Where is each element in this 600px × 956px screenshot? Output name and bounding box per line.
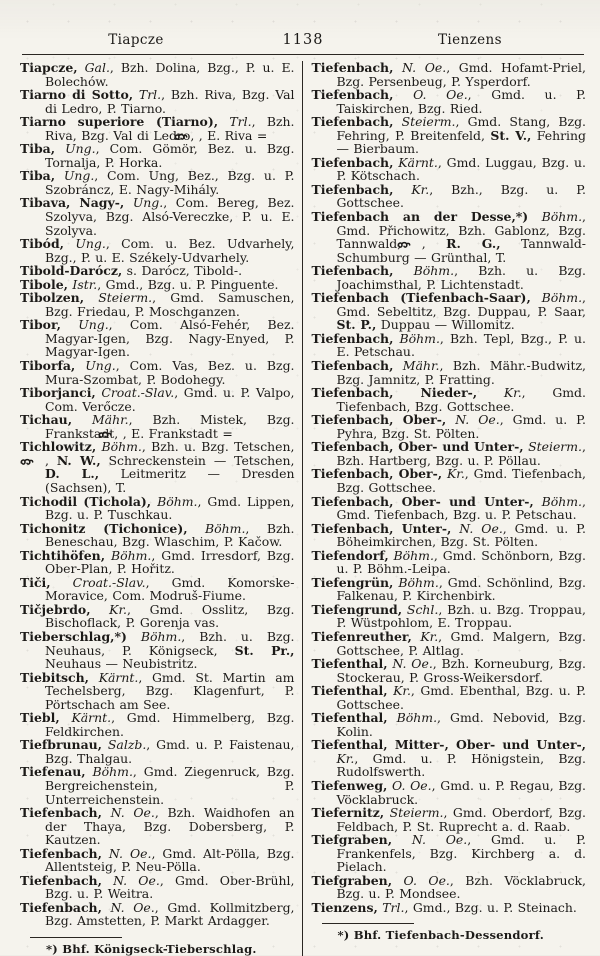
entry-text-segment: Böhm. [399,330,440,346]
entry-text-segment: , Gmd. Alt-Pölla, Bzg. Allentsteig, P. Neu-Pölla. [45,845,295,875]
entry-text-segment: Mähr. [91,412,129,428]
entry-text-segment: , Gmd. u. P. Regau, Bzg. Vöcklabruck. [336,777,586,807]
entry-text-segment: Tiefgraben, [311,832,393,848]
gazetteer-entry [20,874,295,901]
entry-text-segment: Tiefenbach, [20,805,102,821]
gazetteer-entry [20,359,295,386]
gazetteer-entry [20,318,295,359]
entry-text-segment: , Gmd. Malgern, Bzg. Gottschee, P. Altlag. [336,628,586,658]
entry-text-segment: Böhm. [398,574,439,590]
gazetteer-entry [312,576,587,603]
entry-text-segment: Tiefenbach, [20,872,102,888]
entry-text-segment: Kr. [503,385,522,401]
entry-text-segment: Tiefenthal, [311,656,388,672]
entry-text-segment: Tieberschlag,*) [20,628,127,644]
right-column [303,61,587,956]
entry-text-segment: , Bzh. Beneschau, Bzg. Wlaschim, P. Kačow. [45,520,295,550]
entry-text-segment: Tiebl, [20,710,60,726]
entry-text-segment: Tiefenbach, [311,114,394,130]
entry-text-segment: Tiefenbach, [311,60,394,75]
entry-text-segment: Tibold-Darócz, [20,263,123,279]
entry-text-segment: Tiefenbach, Unter-, [311,520,452,536]
entry-text-segment: O. Oe. [413,87,468,103]
footnote-marker: *) [46,942,58,956]
entry-text-segment: Kr. [109,601,127,617]
entry-text-segment: Tiefbrunau, [20,737,103,753]
entry-text-segment: St. P., [336,317,377,333]
entry-text-segment: Tibód, [20,236,64,252]
entry-text-segment: , Gmd., Bzg. u. P. Pinguente. [97,276,279,292]
gazetteer-entry [312,901,587,915]
entry-text-segment: , Com. Vas, Bez. u. Bzg. Mura-Szombat, P. Bodohegy. [45,358,295,387]
entry-text-segment: Ung. [65,141,96,157]
left-footnote [46,943,295,956]
gazetteer-entry [20,196,295,237]
entry-text-segment: Tiba, [20,141,56,157]
gazetteer-entry [312,522,587,549]
entry-text-segment: R. G., [446,236,501,252]
left-footnote-rule [30,937,122,938]
entry-text-segment: O. Oe. [392,777,432,793]
entry-text-segment: , Gmd. u. P. Valpo, Com. Verőcze. [45,385,295,414]
entry-text-segment: Böhm. [541,209,583,225]
entry-text-segment: Tiefenthal, Mitter-, Ober- und Unter-, [311,737,586,753]
entry-text-segment: Tiefengrund, [311,601,403,617]
entry-text-segment: N. Oe. [455,412,500,428]
entry-text-segment: , Gmd. u. P. Pyhra, Bzg. St. Pölten. [336,412,586,441]
right-footnote-rule [322,923,414,924]
gazetteer-entry [312,630,587,657]
gazetteer-entry [20,671,295,712]
gazetteer-entry [312,603,587,630]
entry-text-segment: Salzb. [107,737,147,753]
entry-text-segment: Böhm. [140,628,182,644]
entry-text-segment: , Com. Alsó-Fehér, Bez. Magyar-Igen, Bzg. Nagy-Enyed, P. Magyar-Igen. [45,317,295,360]
gazetteer-entry [312,440,587,467]
entry-text-segment: Tiefengrün, [311,574,394,590]
entry-text-segment: , Bzh. Mähr.-Budwitz, Bzg. Jamnitz, P. Fratting. [336,358,586,387]
entry-text-segment: Ung. [75,236,106,252]
entry-text-segment: Fehring — Bierbaum. [336,127,586,157]
entry-text-segment: Tiefenbach, Nieder-, [311,385,478,401]
gazetteer-entry [312,210,587,264]
page-number: 1138 [282,32,324,48]
gazetteer-entry [20,630,295,671]
entry-text-segment: , Gmd. Kollmitzberg, Bzg. Amstetten, P. Markt Ardagger. [45,899,295,929]
footnote-text: Bhf. Tiefenbach-Dessendorf. [349,928,544,943]
entry-text-segment: Böhm. [413,263,455,279]
entry-text-segment: Ung. [132,195,164,211]
entry-text-segment: Mähr. [402,358,440,374]
entry-text-segment: Tiči, [20,574,51,590]
entry-text-segment: Kärnt. [398,154,438,170]
entry-text-segment: Kr. [446,466,465,482]
entry-text-segment: Leitmeritz — Dresden (Sachsen), T. [45,466,295,495]
entry-text-segment: O. Oe. [403,872,450,888]
page-header [20,10,586,52]
gazetteer-entry [20,806,295,847]
entry-text-segment: , Gmd. Himmelberg, Bzg. Feldkirchen. [45,710,295,739]
entry-text-segment: , [421,236,447,252]
gazetteer-entry [312,386,587,413]
entry-text-segment: Tienzens, [311,899,378,915]
entry-text-segment: N. Oe. [459,520,503,536]
entry-text-segment: , Com. Ung, Bez., Bzg. u. P. Szobráncz, E. Nagy-Mihály. [45,168,295,197]
entry-text-segment: , Bzh. Riva, Bzg. Val di Ledro, [45,114,295,143]
entry-text-segment: , [45,452,57,468]
entry-text-segment: Böhm. [101,439,142,455]
gazetteer-entry [20,576,295,603]
header-right-keyword: Tienzens [437,32,502,48]
entry-text-segment: Tiefenbach, Ober- und Unter-, [311,493,534,509]
header-left-keyword: Tiapcze [108,32,164,48]
gazetteer-entry [20,495,295,522]
entry-text-segment: , Gmd. Hofamt-Priel, Bzg. Persenbeug, P. Ysperdorf. [336,60,586,89]
entry-text-segment: Tiefenbach, [311,263,394,279]
entry-text-segment: N. Oe. [113,872,160,888]
entry-text-segment: , Gmd. Schönborn, Bzg. u. P. Böhm.-Leipa. [336,547,586,577]
gazetteer-entry [20,169,295,196]
entry-text-segment: D. L., [45,466,100,482]
entry-text-segment: , Gmd. u. P. Faistenau, Bzg. Thalgau. [45,737,295,766]
header-rule [22,54,584,55]
entry-text-segment: Tičjebrdo, [20,601,91,617]
entry-text-segment: Trl. [229,114,252,130]
gazetteer-entry [20,711,295,738]
gazetteer-entry [20,603,295,630]
gazetteer-entry [20,738,295,765]
entry-text-segment: Tiefenthal, [311,683,388,699]
gazetteer-entry [312,413,587,440]
entry-text-segment: , Gmd. Osslitz, Bzg. Bischoflack, P. Gorenja vas. [45,601,295,631]
entry-text-segment: Kärnt. [71,710,112,726]
gazetteer-entry [312,359,587,386]
entry-text-segment: N. Oe. [392,656,433,672]
gazetteer-entry [20,765,295,806]
entry-text-segment: Tichonitz (Tichonice), [20,520,188,536]
entry-text-segment: Tiefenbach, Ober-, [311,412,447,428]
entry-text-segment: , Bzh. Riva, Bzg. Val di Ledro, P. Tiarno. [45,87,295,116]
gazetteer-entry [312,291,587,332]
footnote-marker: *) [337,928,350,943]
entry-text-segment: , E. Riva = [198,127,268,143]
entry-text-segment: Kärnt. [98,669,139,685]
entry-text-segment: Böhm. [157,493,198,509]
entry-text-segment: Tiefenreuther, [311,628,412,644]
entry-text-segment: Kr. [336,750,355,766]
entry-text-segment: Tiefenbach, [311,330,394,346]
gazetteer-entry [312,874,587,901]
entry-text-segment: Steierm. [401,114,456,130]
entry-text-segment: Gal. [84,60,110,75]
gazetteer-entry [20,237,295,264]
entry-text-segment: , Bzh. u. Bzg. Tetschen, [141,439,295,455]
entry-text-segment: , E. Frankstadt = [122,425,233,441]
entry-text-segment: , Gmd. Komorske-Moravice, Com. Modruš-Fiume. [45,574,295,604]
entry-text-segment: , Bzh. u. Bzg. Troppau, P. Wüstpohlom, E. Troppau. [336,601,586,631]
entry-text-segment: , Bzh. Mistek, Bzg. Frankstadt, [45,412,295,441]
entry-text-segment: Tiefenbach an der Desse,*) [311,209,529,225]
gazetteer-entry [312,115,587,156]
gazetteer-entry [312,467,587,494]
entry-text-segment: , Com. Bereg, Bez. Szolyva, Bzg. Alsó-Vereczke, P. u. E. Szolyva. [45,195,295,238]
entry-text-segment: Tiefenbach, [311,154,394,170]
entry-text-segment: , Gmd. Tiefenbach, Bzg. Gottschee. [336,385,586,414]
entry-text-segment: Neuhaus — Neubistritz. [45,656,198,672]
entry-text-segment: , Gmd. u. P. Hönigstein, Bzg. Rudolfswerth. [336,750,586,780]
entry-text-segment: Croat.-Slav. [101,385,175,401]
entry-text-segment: Tichlowitz, [20,439,97,455]
entry-text-segment: Kr. [420,628,439,644]
entry-text-segment: Kr. [411,181,430,197]
entry-text-segment: Tichtihöfen, [20,547,106,563]
entry-text-segment: , Gmd. Luggau, Bzg. u. P. Kötschach. [336,154,586,184]
entry-text-segment: N. Oe. [411,832,468,848]
entry-text-segment: , Com. u. Bez. Udvarhely, Bzg., P. u. E. Székely-Udvarhely. [45,236,295,265]
entry-text-segment: , Gmd. Tiefenbach, Bzg. u. P. Petschau. [336,493,586,523]
gazetteer-entry [312,495,587,522]
entry-text-segment: Böhm. [92,764,133,780]
entry-text-segment: Tannwald-Schumburg — Grünthal, T. [336,236,586,265]
gazetteer-entry [312,833,587,874]
entry-text-segment: Tiefenbach, [20,845,102,861]
entry-text-segment: , Gmd. Lippen, Bzg. u. P. Tuschkau. [45,493,295,523]
gazetteer-entry [312,61,587,88]
entry-text-segment: Tiborjanci, [20,385,96,401]
entry-text-segment: Tibava, Nagy-, [20,195,125,211]
entry-text-segment: N. Oe. [110,899,155,915]
entry-text-segment: , Gmd. Tiefenbach, Bzg. Gottschee. [336,466,586,495]
gazetteer-entry [20,413,295,440]
entry-text-segment: Tiefenbach, [311,358,394,374]
entry-text-segment: N. W., [56,452,101,468]
entry-text-segment: , Bzh. u. Bzg. Joachimsthal, P. Lichtenstadt. [336,263,586,292]
entry-text-segment: Böhm. [541,493,583,509]
entry-text-segment: Tiefernitz, [311,805,385,821]
entry-text-segment: Kr. [393,683,411,699]
entry-text-segment: Tiefenbach, Ober- und Unter-, [311,439,524,455]
entry-text-segment: N. Oe. [110,805,155,821]
gazetteer-entry [312,549,587,576]
entry-text-segment: Böhm. [205,520,246,536]
entry-text-segment: , Gmd. Oberdorf, Bzg. Feldbach, P. St. Ruprecht a. d. Raab. [336,805,586,834]
gazetteer-entry [20,522,295,549]
right-footnote [338,929,587,942]
entry-text-segment: Ung. [63,168,95,184]
gazetteer-entry [20,386,295,413]
entry-text-segment: Tiefenthal, [311,710,388,726]
entry-text-segment: Schl. [406,601,439,617]
entry-text-segment: , Bzh. Vöcklabruck, Bzg. u. P. Mondsee. [336,872,586,902]
entry-text-segment: Steierm. [98,290,153,306]
gazetteer-entry [20,440,295,494]
entry-text-segment: Ung. [85,358,116,374]
entry-text-segment: , Gmd., Bzg. u. P. Steinach. [404,899,577,915]
entry-text-segment: , Bzh., Bzg. u. P. Gottschee. [336,181,586,211]
entry-text-segment: Tiba, [20,168,56,184]
gazetteer-entry [20,264,295,278]
entry-text-segment: Tiarno superiore (Tiarno), [20,114,219,130]
entry-text-segment: Böhm. [396,710,438,726]
entry-text-segment: Böhm. [393,547,434,563]
entry-text-segment: Schreckenstein — Tetschen, [100,452,295,468]
gazetteer-entry [312,183,587,210]
gazetteer-entry [20,115,295,142]
entry-text-segment: Tiefenweg, [311,777,388,793]
gazetteer-entry [312,264,587,291]
left-column [20,61,302,956]
entry-text-segment: s. Darócz, Tibold-. [122,263,243,279]
entry-text-segment: , Gmd. Ziegenruck, Bzg. Bergreichenstein, P. Unterreichenstein. [45,764,295,807]
gazetteer-entry [312,657,587,684]
entry-text-segment: , Bzh. Tepl, Bzg., P. u. E. Petschau. [336,330,586,360]
left-column-entries [20,61,295,928]
right-column-entries [312,61,587,914]
entry-text-segment: Ung. [78,317,109,333]
entry-text-segment: , Gmd. Sebeltitz, Bzg. Duppau, P. Saar, [336,290,586,319]
entry-text-segment: , Com. Gömör, Bez. u. Bzg. Tornalja, P. Horka. [45,141,295,170]
entry-text-segment: Trl. [138,87,162,103]
entry-text-segment: , Gmd. Přichowitz, Bzh. Gablonz, Bzg. Tannwald, [336,209,586,252]
entry-text-segment: Tiarno di Sotto, [20,87,134,103]
entry-text-segment: , Gmd. u. P. Frankenfels, Bzg. Kirchberg a. d. Pielach. [336,832,586,875]
gazetteer-entry [20,142,295,169]
entry-text-segment: Tiapcze, [20,60,78,75]
entry-text-segment: Tiefenau, [20,764,86,780]
entry-text-segment: Tibole, [20,276,68,292]
gazetteer-entry [20,901,295,928]
entry-text-segment: , Bzh. Dolina, Bzg., P. u. E. Bolechów. [45,60,295,89]
gazetteer-entry [20,88,295,115]
entry-text-segment: Croat.-Slav. [72,574,146,590]
entry-text-segment: St. Pr., [234,642,295,658]
entry-text-segment: Tiebitsch, [20,669,90,685]
entry-text-segment: Tiefenbach, [311,181,394,197]
gazetteer-entry [312,779,587,806]
entry-text-segment: , Gmd. Stang, Bzg. Fehring, P. Breitenfeld, [336,114,586,143]
entry-text-segment: , Bzh. Hartberg, Bzg. u. P. Pöllau. [336,439,586,468]
entry-text-segment: , Gmd. Irresdorf, Bzg. Ober-Plan, P. Hořitz. [45,547,295,577]
entry-text-segment: Tibor, [20,317,61,333]
gazetteer-entry [312,738,587,779]
entry-text-segment: N. Oe. [108,845,152,861]
gazetteer-entry [20,61,295,88]
entry-text-segment: Tiefenbach, [20,899,102,915]
entry-text-segment: Böhm. [111,547,152,563]
entry-text-segment: Steierm. [528,439,583,455]
entry-text-segment: , Bzh. Waidhofen an der Thaya, Bzg. Dobersberg, P. Kautzen. [45,805,295,848]
content-columns [20,61,586,956]
entry-text-segment: Tiborfa, [20,358,76,374]
entry-text-segment: , Gmd. Ober-Brühl, Bzg. u. P. Weitra. [45,872,295,902]
entry-text-segment: Trl. [382,899,405,915]
entry-text-segment: Istr. [72,276,98,292]
entry-text-segment: Tiefendorf, [311,547,389,563]
entry-text-segment: , Bzh. Korneuburg, Bzg. Stockerau, P. Gross-Weikersdorf. [336,656,586,685]
entry-text-segment: Tiefenbach, Ober-, [311,466,443,482]
entry-text-segment: Tichau, [20,412,73,428]
entry-text-segment: , Gmd. Schönlind, Bzg. Falkenau, P. Kirchenbirk. [336,574,586,604]
entry-text-segment: Duppau — Willomitz. [376,317,515,333]
gazetteer-entry [20,291,295,318]
entry-text-segment: Tichodil (Tichola), [20,493,152,509]
entry-text-segment: , Bzh. u. Bzg. Neuhaus, P. Königseck, [45,628,295,658]
gazetteer-entry [20,278,295,292]
entry-text-segment: N. Oe. [402,60,447,75]
gazetteer-entry [20,847,295,874]
entry-text-segment: Tiefgraben, [311,872,393,888]
gazetteer-entry [20,549,295,576]
gazetteer-entry [312,711,587,738]
entry-text-segment: , Gmd. Ebenthal, Bzg. u. P. Gottschee. [336,683,586,712]
gazetteer-entry [312,684,587,711]
entry-text-segment: , Gmd. u. P. Böheimkirchen, Bzg. St. Pölten. [336,520,586,550]
gazetteer-entry [312,806,587,833]
entry-text-segment: Tibolzen, [20,290,85,306]
entry-text-segment: Böhm. [541,290,583,306]
entry-text-segment: Tiefenbach, [311,87,394,103]
footnote-text: Bhf. Königseck-Tieberschlag. [57,942,257,956]
gazetteer-entry [312,332,587,359]
entry-text-segment: , Gmd. Nebovid, Bzg. Kolin. [336,710,586,739]
gazetteer-entry [312,88,587,115]
entry-text-segment: , Gmd. St. Martin am Techelsberg, Bzg. Klagenfurt, P. Pörtschach am See. [45,669,295,712]
entry-text-segment: Tiefenbach (Tiefenbach-Saar), [311,290,531,306]
gazetteer-entry [312,156,587,183]
entry-text-segment: Steierm. [389,805,444,821]
entry-text-segment [388,710,397,725]
entry-text-segment: St. V., [490,127,532,143]
entry-text-segment: , Gmd. Samuschen, Bzg. Friedau, P. Moschganzen. [45,290,295,319]
entry-text-segment: , Gmd. u. P. Taiskirchen, Bzg. Ried. [336,87,586,116]
